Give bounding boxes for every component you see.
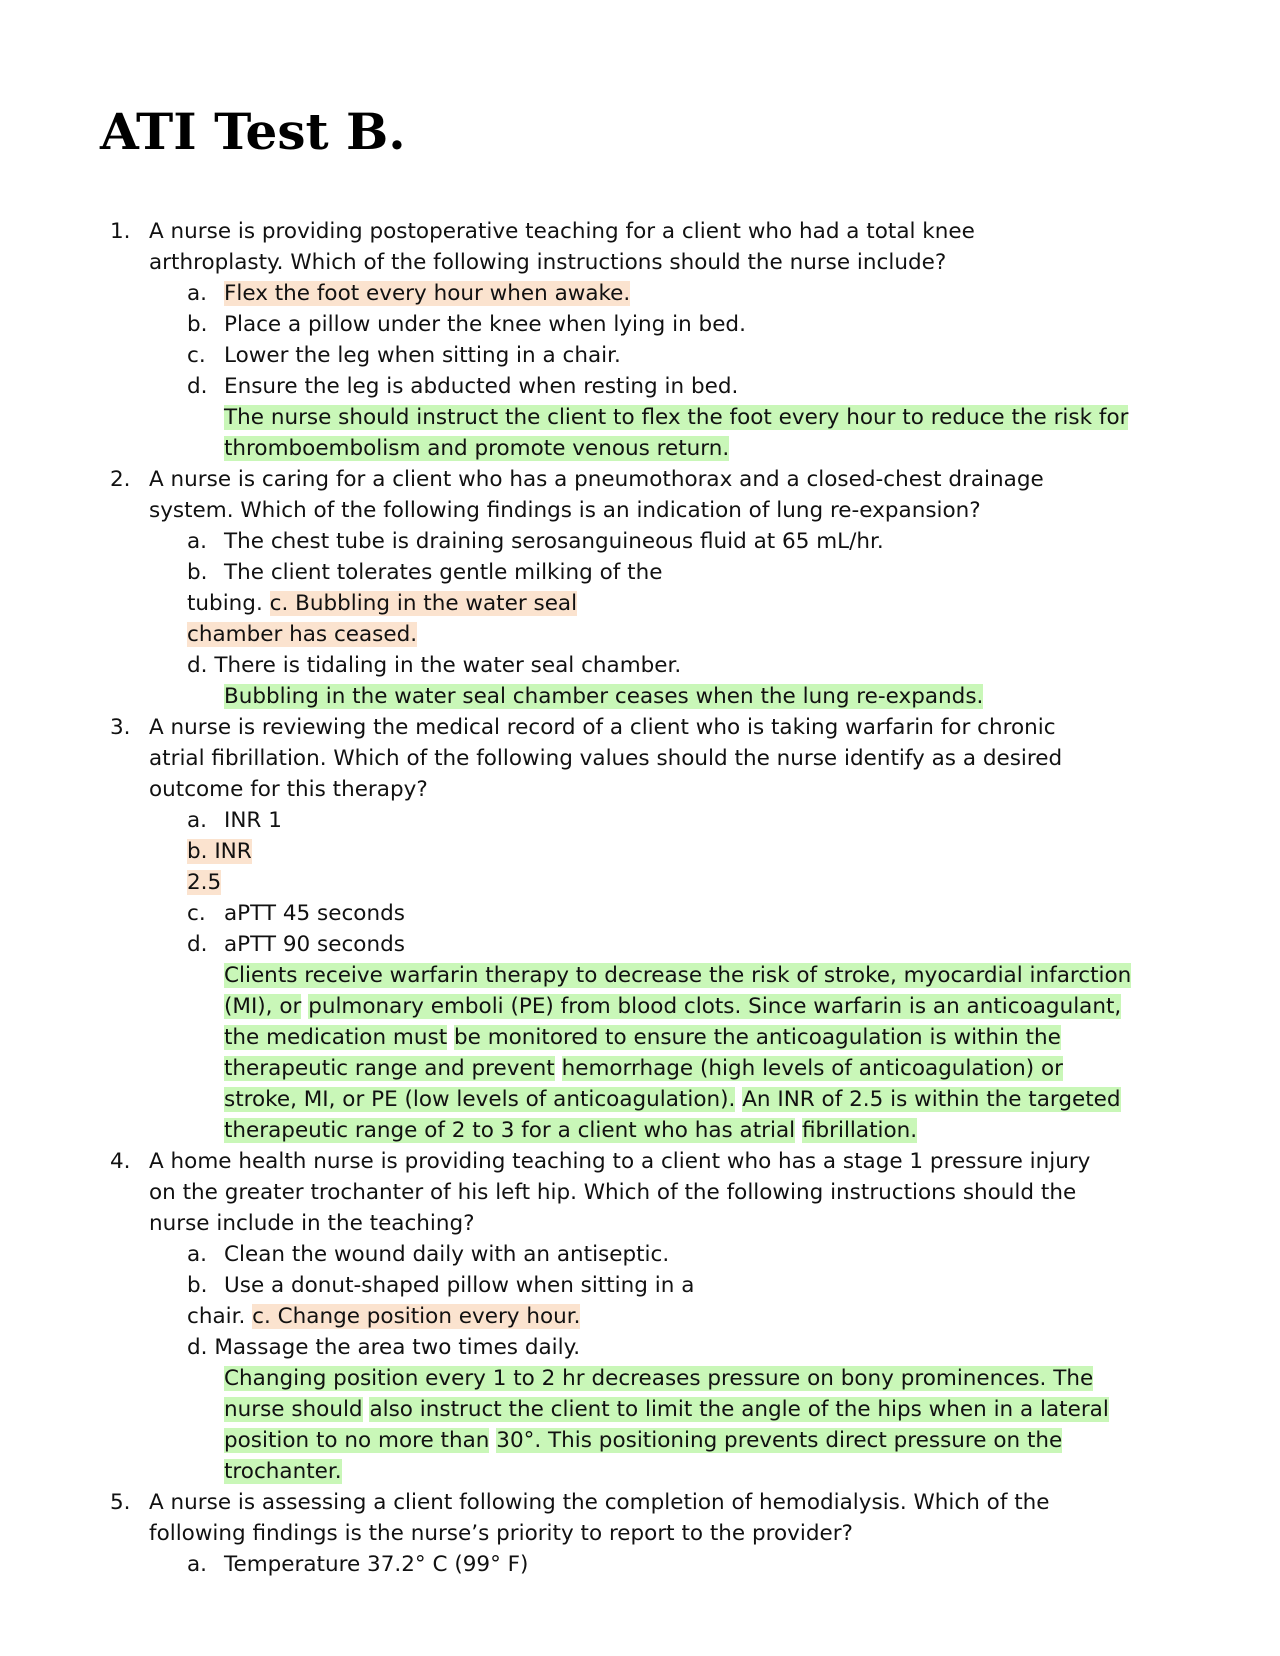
explanation-line — [224, 403, 1128, 433]
option-text: Lower the leg when sitting in a chair. — [224, 343, 621, 368]
option-text: d. Massage the area two times daily. — [187, 1335, 581, 1360]
option-text: chair. — [187, 1304, 246, 1329]
explanation-line — [224, 434, 729, 464]
explanation-line — [224, 682, 983, 712]
explanation-line — [224, 1457, 342, 1487]
correct-answer-highlight: c. Bubbling in the water seal — [269, 591, 578, 616]
explanation-highlight: fibrillation. — [801, 1118, 918, 1143]
explanation-highlight: stroke, MI, or PE (low levels of anticoagulation). — [224, 1087, 736, 1112]
option-text: Temperature 37.2° C (99° F) — [224, 1552, 529, 1577]
question-stem-line: atrial fibrillation. Which of the following values should the nurse identify as a desired — [149, 746, 1063, 771]
option-text: aPTT 90 seconds — [224, 932, 405, 957]
option-b-continuation — [187, 589, 577, 619]
question-stem-line: nurse include in the teaching? — [149, 1211, 475, 1236]
option-c-continuation — [187, 620, 417, 650]
option-a — [187, 279, 630, 309]
option-b — [187, 1271, 694, 1301]
explanation-line — [224, 1364, 1093, 1394]
explanation-highlight: hemorrhage (high levels of anticoagulation) or — [561, 1056, 1063, 1081]
explanation-highlight: therapeutic range of 2 to 3 for a client who has atrial — [224, 1118, 796, 1143]
option-c — [187, 341, 621, 371]
explanation-line — [224, 1116, 917, 1146]
option-b — [187, 837, 252, 867]
question-stem-line: outcome for this therapy? — [149, 777, 428, 802]
correct-answer-highlight: Flex the foot every hour when awake. — [224, 281, 631, 306]
explanation-line — [224, 1426, 1062, 1456]
explanation-highlight: therapeutic range and prevent — [224, 1056, 555, 1081]
option-letter: b. — [187, 312, 208, 337]
option-letter: c. — [187, 343, 206, 368]
explanation-highlight: Clients receive warfarin therapy to decrease the risk of stroke, myocardial infarction — [224, 963, 1132, 988]
option-text: Clean the wound daily with an antiseptic. — [224, 1242, 670, 1267]
option-text: The chest tube is draining serosanguineous fluid at 65 mL/hr. — [224, 529, 884, 554]
question-stem-line: A home health nurse is providing teaching to a client who has a stage 1 pressure injury — [149, 1149, 1091, 1174]
question-number: 4. — [110, 1149, 131, 1174]
option-text: aPTT 45 seconds — [224, 901, 405, 926]
question-stem-line: A nurse is caring for a client who has a pneumothorax and a closed-chest drainage — [149, 467, 1044, 492]
explanation-highlight: also instruct the client to limit the angle of the hips when in a lateral — [369, 1397, 1109, 1422]
correct-answer-highlight: b. INR — [187, 839, 252, 864]
explanation-highlight: 30°. This positioning prevents direct pressure on the — [496, 1428, 1063, 1453]
correct-answer-highlight: chamber has ceased. — [187, 622, 418, 647]
question-number: 1. — [110, 219, 131, 244]
option-b — [187, 558, 662, 588]
question-stem-line: arthroplasty. Which of the following instructions should the nurse include? — [149, 250, 947, 275]
option-letter: a. — [187, 1242, 208, 1267]
option-b — [187, 310, 746, 340]
option-text: tubing. — [187, 591, 263, 616]
option-b-continuation — [187, 1302, 580, 1332]
option-letter: a. — [187, 529, 208, 554]
explanation-highlight: thromboembolism and promote venous return. — [224, 436, 730, 461]
option-text: Place a pillow under the knee when lying in bed. — [224, 312, 746, 337]
option-text: The client tolerates gentle milking of the — [224, 560, 663, 585]
explanation-highlight: pulmonary emboli (PE) from blood clots. Since warfarin is an anticoagulant, — [308, 994, 1122, 1019]
explanation-line — [224, 992, 1121, 1022]
page-title: ATI Test B. — [100, 102, 406, 161]
option-letter: d. — [187, 374, 208, 399]
explanation-highlight: An INR of 2.5 is within the targeted — [742, 1087, 1121, 1112]
question-stem-line: A nurse is reviewing the medical record of a client who is taking warfarin for chronic — [149, 715, 1056, 740]
question-number: 3. — [110, 715, 131, 740]
option-d — [187, 930, 405, 960]
explanation-line — [224, 1054, 1063, 1084]
option-text: d. There is tidaling in the water seal chamber. — [187, 653, 682, 678]
option-d — [187, 1333, 580, 1363]
explanation-highlight: The nurse should instruct the client to flex the foot every hour to reduce the risk for — [224, 405, 1129, 430]
option-letter: a. — [187, 1552, 208, 1577]
question-stem-line: following findings is the nurse’s priority to report to the provider? — [149, 1521, 853, 1546]
option-letter: a. — [187, 808, 208, 833]
option-letter: d. — [187, 932, 208, 957]
explanation-highlight: position to no more than — [224, 1428, 490, 1453]
option-a — [187, 527, 884, 557]
explanation-highlight: Bubbling in the water seal chamber ceases when the lung re-expands. — [224, 684, 984, 709]
option-a — [187, 1240, 669, 1270]
question-stem-line: A nurse is providing postoperative teaching for a client who had a total knee — [149, 219, 975, 244]
question-number: 5. — [110, 1490, 131, 1515]
option-text: Use a donut-shaped pillow when sitting in a — [224, 1273, 695, 1298]
explanation-line — [224, 1023, 1061, 1053]
option-d — [187, 372, 738, 402]
option-text: INR 1 — [224, 808, 282, 833]
explanation-line — [224, 1085, 1121, 1115]
explanation-line — [224, 1395, 1109, 1425]
question-number: 2. — [110, 467, 131, 492]
correct-answer-highlight: 2.5 — [187, 870, 222, 895]
option-letter: b. — [187, 1273, 208, 1298]
question-stem-line: system. Which of the following findings is an indication of lung re-expansion? — [149, 498, 981, 523]
option-c — [187, 899, 405, 929]
option-b-continuation — [187, 868, 221, 898]
explanation-highlight: trochanter. — [224, 1459, 342, 1484]
explanation-highlight: (MI), or — [224, 994, 302, 1019]
option-letter: c. — [187, 901, 206, 926]
question-stem-line: on the greater trochanter of his left hip. Which of the following instructions should the — [149, 1180, 1077, 1205]
option-letter: a. — [187, 281, 208, 306]
explanation-highlight: nurse should — [224, 1397, 363, 1422]
option-a — [187, 806, 282, 836]
option-a — [187, 1550, 528, 1580]
explanation-highlight: be monitored to ensure the anticoagulation is within the — [453, 1025, 1061, 1050]
option-text: Ensure the leg is abducted when resting in bed. — [224, 374, 739, 399]
explanation-highlight: the medication must — [224, 1025, 448, 1050]
option-d — [187, 651, 681, 681]
question-stem-line: A nurse is assessing a client following the completion of hemodialysis. Which of the — [149, 1490, 1050, 1515]
correct-answer-highlight: c. Change position every hour. — [252, 1304, 581, 1329]
option-letter: b. — [187, 560, 208, 585]
explanation-highlight: Changing position every 1 to 2 hr decreases pressure on bony prominences. The — [224, 1366, 1094, 1391]
explanation-line — [224, 961, 1131, 991]
